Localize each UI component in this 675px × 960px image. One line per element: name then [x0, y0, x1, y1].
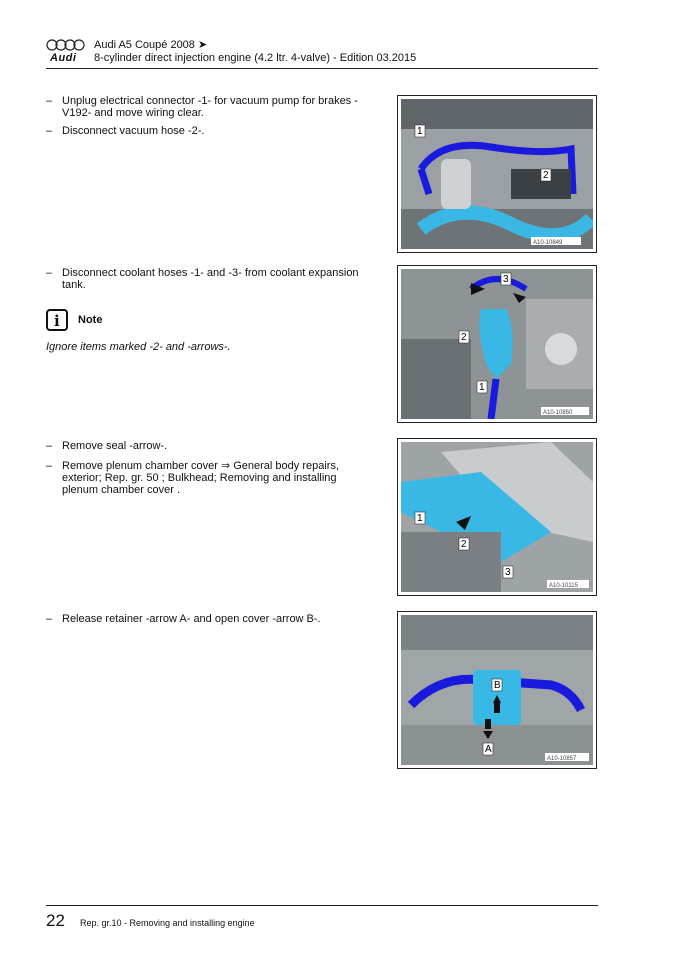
callout-label: 3 — [505, 567, 511, 578]
audi-rings-icon — [46, 39, 88, 51]
callout-label: 1 — [417, 126, 423, 137]
step-dash: – — [46, 460, 53, 472]
step-dash: – — [46, 125, 53, 137]
audi-logo — [46, 39, 88, 65]
brand-wordmark: Audi — [50, 52, 77, 64]
figure-coolant-tank — [397, 265, 597, 423]
page-header — [46, 38, 598, 69]
page-number: 22 — [46, 911, 65, 930]
figure-id: A10-10849 — [533, 240, 563, 246]
step-dash: – — [46, 613, 53, 625]
callout-label: A — [485, 744, 492, 755]
figure-vacuum-pump — [397, 95, 597, 253]
callout-label: 1 — [479, 382, 485, 393]
step-text: Disconnect coolant hoses -1- and -3- from coolant expansion tank. — [62, 267, 359, 291]
page-footer — [46, 905, 598, 930]
figure-retainer-cover — [397, 611, 597, 769]
step-text: Release retainer -arrow A- and open cover -arrow B-. — [62, 613, 321, 625]
figure-id: A10-10850 — [543, 410, 573, 416]
callout-label: B — [494, 680, 501, 691]
callout-label: 1 — [417, 513, 423, 524]
figure-id: A10-10857 — [547, 756, 577, 762]
callout-label: 2 — [543, 170, 549, 181]
note-label: Note — [78, 314, 103, 326]
callout-label: 2 — [461, 332, 467, 343]
info-icon: i — [46, 309, 68, 331]
step-text: Disconnect vacuum hose -2-. — [62, 125, 205, 137]
step-dash: – — [46, 95, 53, 107]
engine-photo-illustration — [401, 99, 593, 249]
document-subtitle: 8-cylinder direct injection engine (4.2 ltr. 4-valve) - Edition 03.2015 — [94, 52, 417, 64]
step-dash: – — [46, 440, 53, 452]
callout-label: 3 — [503, 274, 509, 285]
figure-id: A10-10115 — [549, 583, 578, 589]
step-text: Remove plenum chamber cover ⇒ General body repairs, exterior; Rep. gr. 50 ; Bulkhead; Removing and installing plenum chamber cover . — [62, 460, 340, 496]
footer-section-title: Rep. gr.10 - Removing and installing engine — [80, 918, 255, 928]
step-text: Remove seal -arrow-. — [62, 440, 168, 452]
step-dash: – — [46, 267, 53, 279]
document-title: Audi A5 Coupé 2008 ➤ — [94, 39, 208, 51]
note-text: Ignore items marked -2- and -arrows-. — [46, 341, 231, 353]
figure-plenum-cover — [397, 438, 597, 596]
step-text: Unplug electrical connector -1- for vacuum pump for brakes - V192- and move wiring clear. — [62, 95, 358, 119]
callout-label: 2 — [461, 539, 467, 550]
